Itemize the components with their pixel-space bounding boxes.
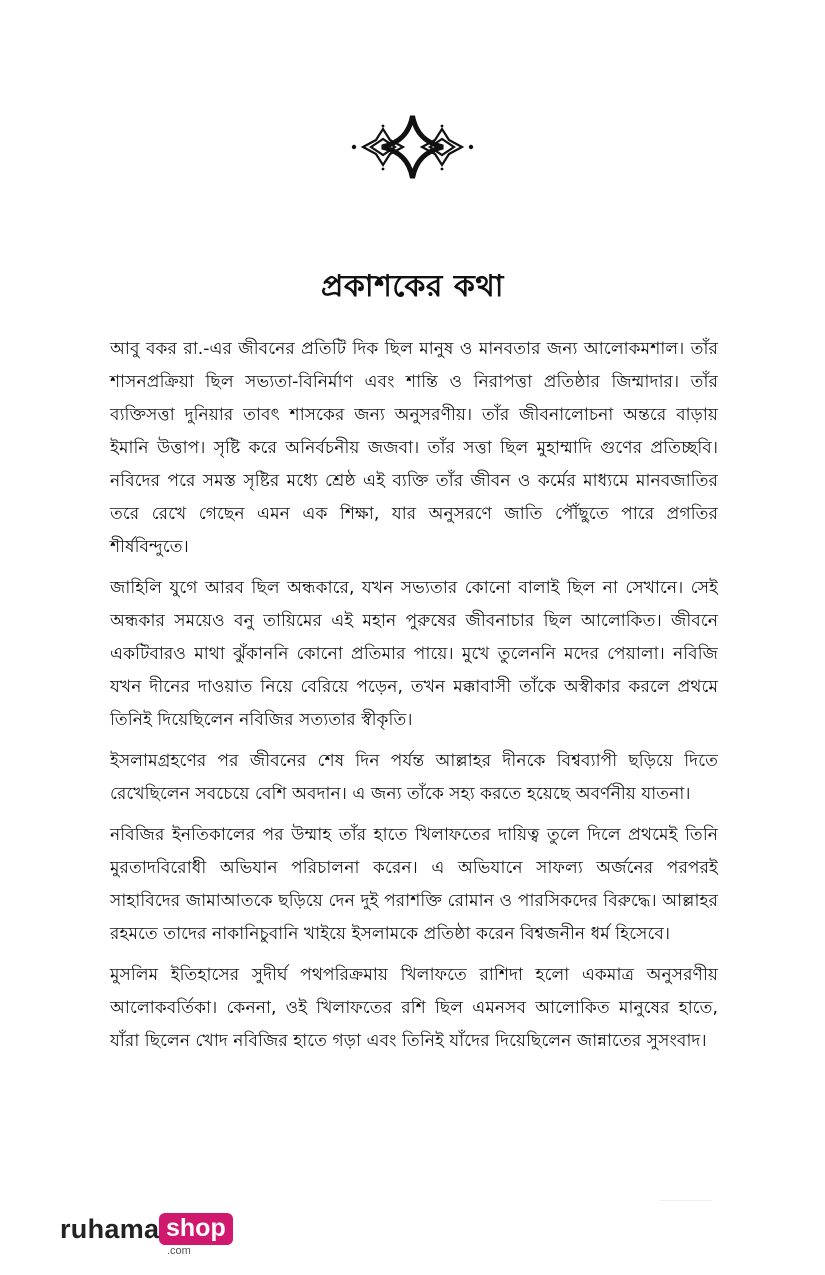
ruhamashop-logo (60, 1210, 260, 1260)
paragraph: আবু বকর রা.-এর জীবনের প্রতিটি দিক ছিল মানুষ ও মানবতার জন্য আলোকমশাল। তাঁর শাসনপ্রক্রিয়া ছিল সভ্যতা-বিনির্মাণ এবং শান্তি ও নিরাপত্তা প্রতিষ্ঠার জিম্মাদার। তাঁর ব্যক্তিসত্তা দুনিয়ার তাবৎ শাসকের জন্য অনুসরণীয়। তাঁর জীবনালোচনা অন্তরে বাড়ায় ইমানি উত্তাপ। সৃষ্টি করে অনির্বচনীয় জজবা। তাঁর সত্তা ছিল মুহাম্মাদি গুণের প্রতিচ্ছবি। নবিদের পরে সমস্ত সৃষ্টির মধ্যে শ্রেষ্ঠ এই ব্যক্তি তাঁর জীবন ও কর্মের মাধ্যমে মানবজাতির তরে রেখে গেছেন এমন এক শিক্ষা, যার অনুসরণে জাতি পৌঁছুতে পারে প্রগতির শীর্ষবিন্দুতে। (110, 339, 718, 557)
page-title: প্রকাশকের কথা (321, 269, 504, 304)
paragraph: জাহিলি যুগে আরব ছিল অন্ধকারে, যখন সভ্যতার কোনো বালাই ছিল না সেখানে। সেই অন্ধকার সময়েও বনু তায়িমের এই মহান পুরুষের জীবনাচার ছিল আলোকিত। জীবনে একটিবারও মাথা ঝুঁকাননি কোনো প্রতিমার পায়ে। মুখে তুলেননি মদের পেয়ালা। নবিজি যখন দীনের দাওয়াত নিয়ে বেরিয়ে পড়েন, তখন মক্কাবাসী তাঁকে অস্বীকার করলে প্রথমে তিনিই দিয়েছিলেন নবিজির সত্যতার স্বীকৃতি। (110, 578, 718, 730)
logo-shop-badge: shop (159, 1213, 233, 1245)
paragraph: ইসলামগ্রহণের পর জীবনের শেষ দিন পর্যন্ত আল্লাহর দীনকে বিশ্বব্যাপী ছড়িয়ে দিতে রেখেছিলেন সবচেয়ে বেশি অবদান। এ জন্য তাঁকে সহ্য করতে হয়েছে অবর্ণনীয় যাতনা। (110, 751, 718, 804)
diamond-star-ornament-icon (330, 112, 495, 182)
paragraph: মুসলিম ইতিহাসের সুদীর্ঘ পথপরিক্রমায় খিলাফতে রাশিদা হলো একমাত্র অনুসরণীয় আলোকবর্তিকা। কেননা, ওই খিলাফতের রশি ছিল এমনসব আলোকিত মানুষের হাতে, যাঁরা ছিলেন খোদ নবিজির হাতে গড়া এবং তিনিই যাঁদের দিয়েছিলেন জান্নাতের সুসংবাদ। (110, 965, 718, 1051)
body-text (110, 333, 718, 1066)
logo-domain-text: .com (167, 1245, 191, 1257)
paragraph: নবিজির ইনতিকালের পর উম্মাহ তাঁর হাতে খিলাফতের দায়িত্ব তুলে দিলে প্রথমেই তিনি মুরতাদবিরোধী অভিযান পরিচালনা করেন। এ অভিযানে সাফল্য অর্জনের পরপরই সাহাবিদের জামাআতকে ছড়িয়ে দেন দুই পরাশক্তি রোমান ও পারসিকদের বিরুদ্ধে। আল্লাহর রহমতে তাদের নাকানিচুবানি খাইয়ে ইসলামকে প্রতিষ্ঠা করেন বিশ্বজনীন ধর্ম হিসেবে। (110, 825, 718, 944)
logo-brand-text: ruhama (60, 1214, 160, 1244)
divider (660, 1200, 712, 1201)
